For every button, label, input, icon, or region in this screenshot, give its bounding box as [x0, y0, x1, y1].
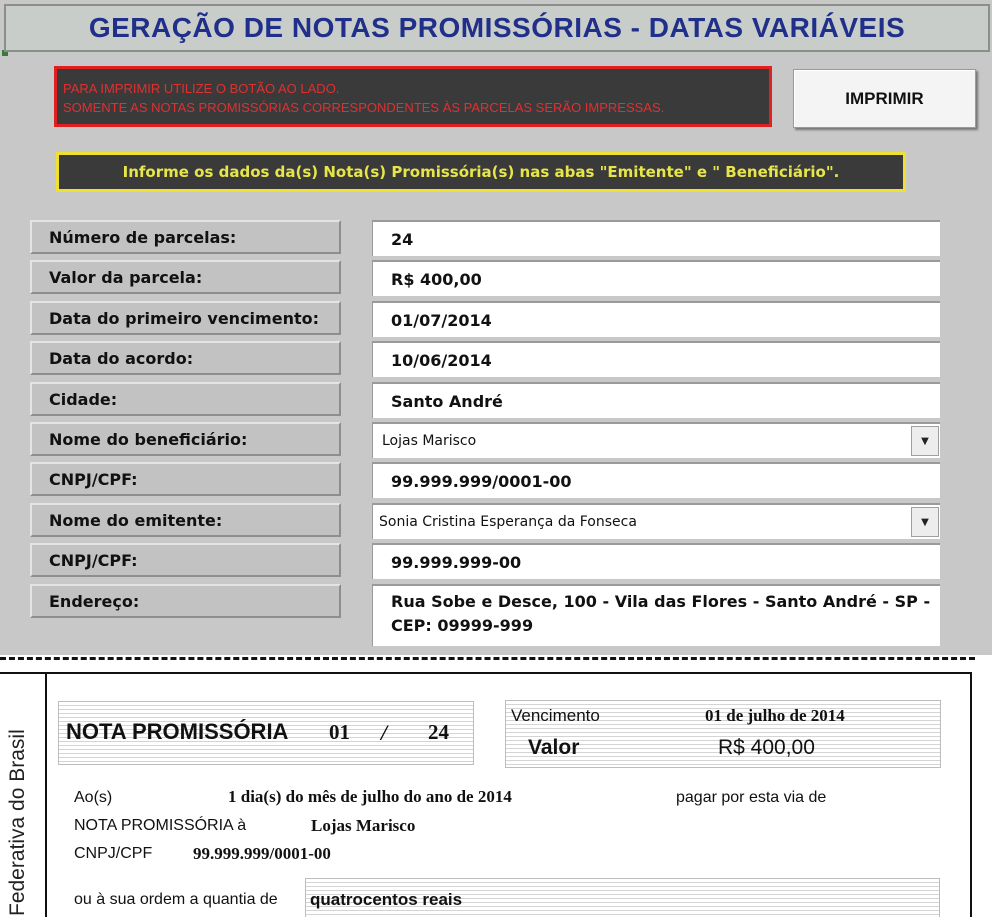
note-total: 24	[428, 720, 449, 744]
field-label-parcelas: Número de parcelas:	[30, 220, 341, 254]
note-separator: /	[381, 720, 388, 745]
field-row-cidade	[30, 382, 942, 418]
field-label-cnpj-beneficiario: CNPJ/CPF:	[30, 462, 341, 496]
field-row-cnpj-emitente	[30, 543, 942, 579]
info-text: Informe os dados da(s) Nota(s) Promissória(s) nas abas "Emitente" e " Beneficiário".	[122, 163, 840, 181]
field-label-data-acordo: Data do acordo:	[30, 341, 341, 375]
field-label-emitente: Nome do emitente:	[30, 503, 341, 537]
valor-label: Valor	[528, 736, 580, 759]
field-row-data-acordo	[30, 341, 942, 377]
note-line1-suffix: pagar por esta via de	[676, 789, 827, 806]
print-button[interactable]: IMPRIMIR	[793, 69, 976, 128]
field-label-valor-parcela: Valor da parcela:	[30, 260, 341, 294]
note-title: NOTA PROMISSÓRIA	[66, 719, 289, 744]
beneficiario-selected-value: Lojas Marisco	[382, 433, 477, 449]
note-line4-prefix: ou à sua ordem a quantia de	[74, 891, 278, 908]
endereco-input[interactable]	[372, 584, 940, 646]
amount-words: quatrocentos reais	[310, 890, 463, 909]
field-row-endereco	[30, 584, 942, 646]
cut-line-divider	[0, 657, 975, 660]
title-bar	[4, 4, 990, 52]
beneficiario-select[interactable]	[372, 422, 940, 458]
due-value: 01 de julho de 2014	[705, 706, 845, 725]
field-row-parcelas	[30, 220, 942, 256]
warning-line-2: SOMENTE AS NOTAS PROMISSÓRIAS CORRESPONDENTES ÀS PARCELAS SERÃO IMPRESSAS.	[63, 100, 665, 115]
field-label-beneficiario: Nome do beneficiário:	[30, 422, 341, 456]
side-vertical-text: Federativa do Brasil	[6, 729, 29, 916]
chevron-down-icon[interactable]: ▼	[911, 507, 939, 537]
note-line1-date: 1 dia(s) do mês de julho do ano de 2014	[228, 787, 512, 806]
note-number: 01	[329, 720, 350, 744]
valor-parcela-input[interactable]: R$ 400,00	[372, 260, 940, 296]
field-label-cidade: Cidade:	[30, 382, 341, 416]
side-divider	[45, 672, 47, 917]
note-line3-prefix: CNPJ/CPF	[74, 845, 153, 862]
endereco-line-2: CEP: 09999-999	[391, 616, 534, 635]
field-row-emitente	[30, 503, 942, 539]
field-row-primeiro-vencimento	[30, 301, 942, 337]
warning-line-1: PARA IMPRIMIR UTILIZE O BOTÃO AO LADO.	[63, 81, 340, 96]
field-label-cnpj-emitente: CNPJ/CPF:	[30, 543, 341, 577]
cnpj-beneficiario-input[interactable]: 99.999.999/0001-00	[372, 462, 940, 498]
emitente-select[interactable]	[372, 503, 940, 539]
note-line1-prefix: Ao(s)	[74, 789, 113, 806]
print-warning-box	[54, 66, 772, 127]
note-line3-value: 99.999.999/0001-00	[193, 844, 331, 863]
emitente-selected-value: Sonia Cristina Esperança da Fonseca	[379, 514, 637, 530]
cidade-input[interactable]: Santo André	[372, 382, 940, 418]
field-label-primeiro-vencimento: Data do primeiro vencimento:	[30, 301, 341, 335]
field-row-cnpj-beneficiario	[30, 462, 942, 498]
valor-value: R$ 400,00	[718, 736, 815, 759]
page-title: GERAÇÃO DE NOTAS PROMISSÓRIAS - DATAS VARIÁVEIS	[88, 12, 906, 43]
due-label: Vencimento	[511, 706, 600, 725]
note-line2-name: Lojas Marisco	[311, 816, 416, 835]
field-row-beneficiario	[30, 422, 942, 458]
data-acordo-input[interactable]: 10/06/2014	[372, 341, 940, 377]
note-line2-prefix: NOTA PROMISSÓRIA à	[74, 817, 247, 834]
chevron-down-icon[interactable]: ▼	[911, 426, 939, 456]
field-label-endereco: Endereço:	[30, 584, 341, 618]
info-box	[56, 152, 906, 192]
primeiro-vencimento-input[interactable]: 01/07/2014	[372, 301, 940, 337]
field-row-valor-parcela	[30, 260, 942, 296]
cnpj-emitente-input[interactable]: 99.999.999-00	[372, 543, 940, 579]
endereco-line-1: Rua Sobe e Desce, 100 - Vila das Flores - Santo André - SP -	[391, 592, 931, 611]
parcelas-input[interactable]: 24	[372, 220, 940, 256]
